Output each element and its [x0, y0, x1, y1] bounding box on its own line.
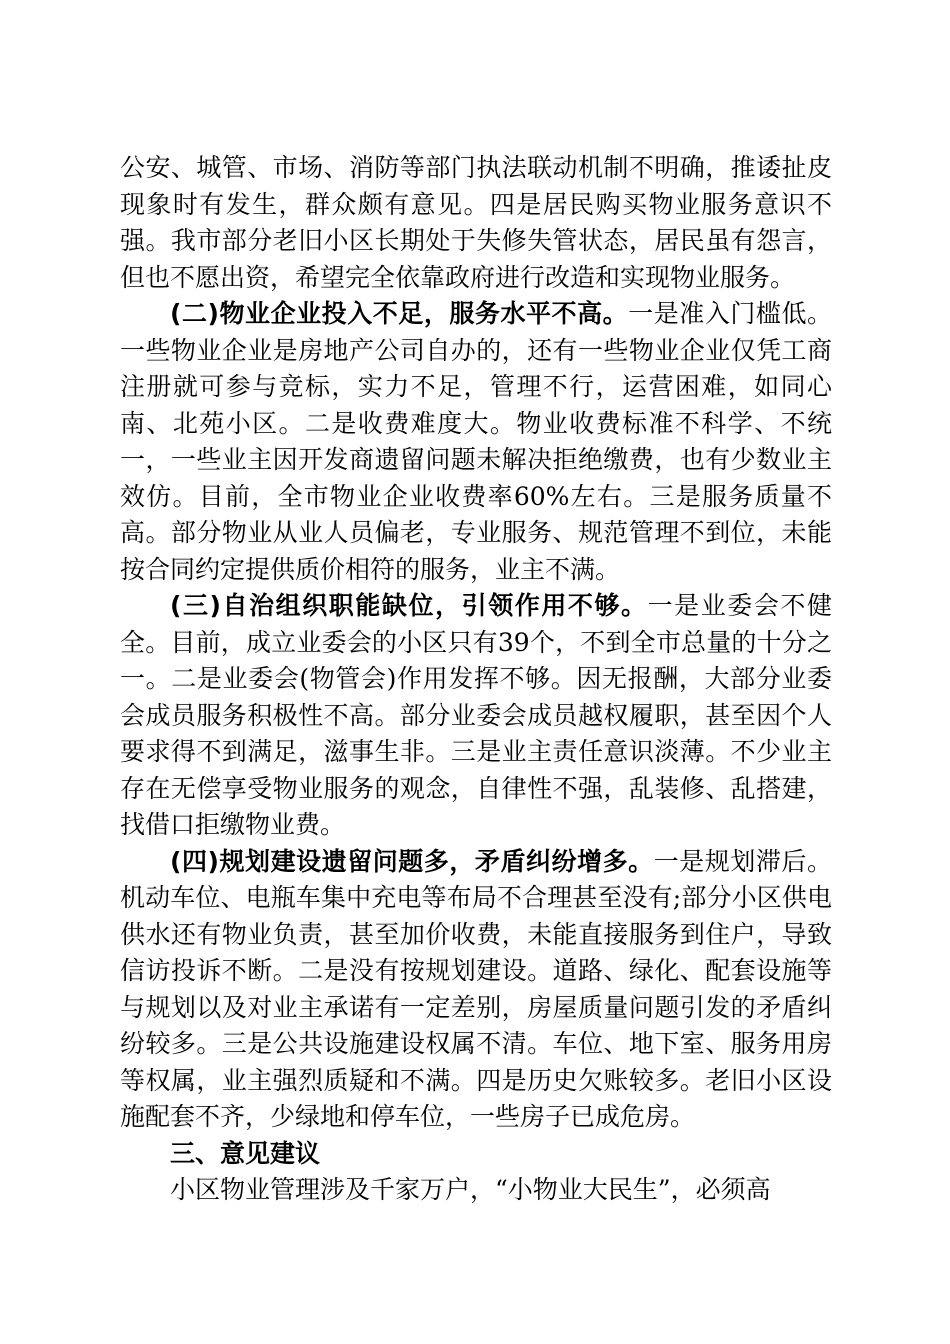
paragraph-closing	[120, 1172, 832, 1209]
paragraph-lead: (四)规划建设遗留问题多，矛盾纠纷增多。	[170, 846, 654, 876]
paragraph-text: 小区物业管理涉及千家万户，“小物业大民生”，必须高	[170, 1175, 771, 1204]
paragraph-lead: (三)自治组织职能缺位，引领作用不够。	[170, 591, 648, 620]
paragraph-text: 一是规划滞后。机动车位、电瓶车集中充电等布局不合理甚至没有;部分小区供电供水还有物业负责，甚至加价收费，未能直接服务到住户，导致信访投诉不断。二是没有按规划建设。道路、绿化、配套设施等与规划以及对业主承诺有一定差别，房屋质量问题引发的矛盾纠纷较多。三是公共设施建设权属不清。车位、地下室、服务用房等权属，业主强烈质疑和不满。四是历史欠账较多。老旧小区设施配套不齐，少绿地和停车位，一些房子已成危房。	[120, 846, 832, 1131]
paragraph-self-governance	[120, 588, 832, 844]
paragraph-text: 公安、城管、市场、消防等部门执法联动机制不明确，推诿扯皮现象时有发生，群众颇有意见。四是居民购买物业服务意识不强。我市部分老旧小区长期处于失修失管状态，居民虽有怨言，但也不愿出资，希望完全依靠政府进行改造和实现物业服务。	[120, 153, 832, 292]
paragraph-property-enterprises	[120, 296, 832, 588]
paragraph-planning-issues	[120, 844, 832, 1136]
paragraph-lead: (二)物业企业投入不足，服务水平不高。	[170, 299, 629, 328]
paragraph-text: 一是业委会不健全。目前，成立业委会的小区只有39个，不到全市总量的十分之一。二是业委会(物管会)作用发挥不够。因无报酬，大部分业委会成员服务积极性不高。部分业委会成员越权履职，甚至因个人要求得不到满足，滋事生非。三是业主责任意识淡薄。不少业主存在无偿享受物业服务的观念，自律性不强，乱装修、乱搭建，找借口拒缴物业费。	[120, 591, 832, 839]
paragraph-continued	[120, 150, 832, 296]
paragraph-text: 一是准入门槛低。一些物业企业是房地产公司自办的，还有一些物业企业仅凭工商注册就可参与竞标，实力不足，管理不行，运营困难，如同心南、北苑小区。二是收费难度大。物业收费标准不科学、不统一，一些业主因开发商遗留问题未解决拒绝缴费，也有少数业主效仿。目前，全市物业企业收费率60%左右。三是服务质量不高。部分物业从业人员偏老，专业服务、规范管理不到位，未能按合同约定提供质价相符的服务，业主不满。	[120, 299, 832, 584]
document-body	[120, 150, 832, 1209]
section-heading: 三、意见建议	[170, 1138, 321, 1168]
